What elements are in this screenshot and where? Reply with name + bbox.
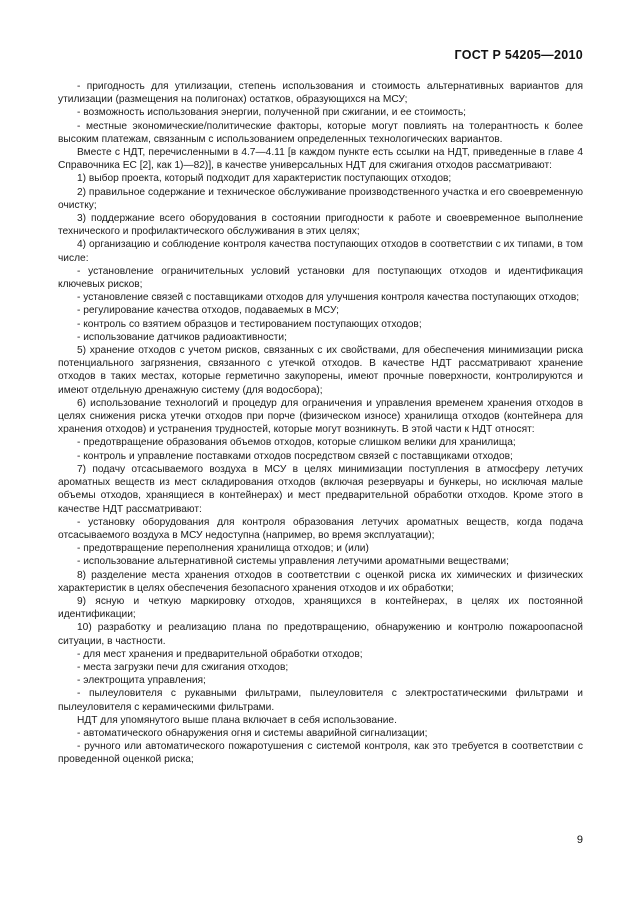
paragraph: - использование альтернативной системы управления летучими ароматными веществами;	[77, 556, 509, 568]
paragraph: - предотвращение образования объемов отходов, которые слишком велики для хранилища;	[77, 437, 516, 449]
paragraph: 2) правильное содержание и техническое обслуживание производственного участка и его своевременную очистку;	[58, 186, 583, 211]
paragraph: - предотвращение переполнения хранилища отходов; и (или)	[77, 543, 369, 555]
page-number: 9	[576, 834, 583, 846]
paragraph: - для мест хранения и предварительной обработки отходов;	[77, 648, 363, 660]
paragraph: 6) использование технологий и процедур для ограничения и управления временем хранения отходов в целях снижения риска утечки отходов при порче (физическом износе) хранилища отходов (контейнера для хранения отходов) и устранения трудностей, которые могут возникнуть. В этой части к НДТ относят:	[58, 397, 583, 436]
page-header-standard-id: ГОСТ Р 54205—2010	[454, 48, 583, 62]
paragraph: 8) разделение места хранения отходов в соответствии с оценкой риска их химических и физических характеристик в целях обеспечения безопасного хранения отходов и их обработки;	[58, 569, 583, 594]
paragraph: НДТ для упомянутого выше плана включает в себя использование.	[77, 714, 397, 726]
paragraph: - контроль со взятием образцов и тестированием поступающих отходов;	[77, 318, 422, 330]
paragraph: - автоматического обнаружения огня и системы аварийной сигнализации;	[77, 727, 428, 739]
paragraph: 10) разработку и реализацию плана по предотвращению, обнаружению и контролю пожароопасной ситуации, в частности.	[58, 622, 583, 647]
paragraph: - электрощита управления;	[77, 675, 206, 687]
paragraph: 7) подачу отсасываемого воздуха в МСУ в целях минимизации поступления в атмосферу летучих ароматных веществ из мест складирования отходов (включая резервуары и бункеры, но исключая малые объемы отходов, хранящиеся в контейнерах) и мест предварительной обработки отходов. Кроме этого в качестве НДТ рассматривают:	[58, 463, 583, 515]
paragraph: - возможность использования энергии, полученной при сжигании, и ее стоимость;	[77, 107, 466, 119]
paragraph: - регулирование качества отходов, подаваемых в МСУ;	[77, 305, 340, 317]
paragraph: - установку оборудования для контроля образования летучих ароматных веществ, когда подача отсасываемого воздуха в МСУ недоступна (например, во время эксплуатации);	[58, 516, 583, 541]
paragraph: - местные экономические/политические факторы, которые могут повлиять на толерантность к более высоким платежам, связанным с использованием определенных технологических вариантов.	[58, 120, 583, 145]
document-body	[58, 80, 583, 767]
paragraph: 5) хранение отходов с учетом рисков, связанных с их свойствами, для обеспечения минимизации риска потенциального загрязнения, связанного с утечкой отходов. В качестве НДТ рассматривают хранение отходов в таких местах, которые герметично закупорены, имеют прочные поверхности, контролируются и имеют отдельную дренажную систему (для водосбора);	[58, 345, 583, 396]
paragraph: 3) поддержание всего оборудования в состоянии пригодности к работе и своевременное выполнение технического и профилактического обслуживания в этих целях;	[58, 213, 583, 238]
paragraph: - ручного или автоматического пожаротушения с системой контроля, как это требуется в соответствии с проведенной оценкой риска;	[58, 741, 583, 766]
paragraph: - места загрузки печи для сжигания отходов;	[77, 661, 289, 673]
paragraph: - установление ограничительных условий установки для поступающих отходов и идентификация ключевых рисков;	[58, 265, 583, 291]
paragraph: 4) организацию и соблюдение контроля качества поступающих отходов в соответствии с их типами, в том числе:	[58, 239, 583, 264]
paragraph: - контроль и управление поставками отходов посредством связей с поставщиками отходов;	[77, 450, 513, 462]
paragraph: 9) ясную и четкую маркировку отходов, хранящихся в контейнерах, в целях их постоянной идентификации;	[58, 595, 583, 621]
paragraph: Вместе с НДТ, перечисленными в 4.7—4.11 [в каждом пункте есть ссылки на НДТ, приведенные в главе 4 Справочника ЕС [2], как 1)—82)], в качестве универсальных НДТ для сжигания отходов рассматривают:	[58, 147, 583, 172]
paragraph: 1) выбор проекта, который подходит для характеристик поступающих отходов;	[77, 173, 452, 185]
paragraph: - использование датчиков радиоактивности;	[77, 331, 287, 343]
paragraph: - пылеуловителя с рукавными фильтрами, пылеуловителя с электростатическими фильтрами и пылеуловителя с керамическими фильтрами.	[58, 688, 583, 713]
paragraph: - пригодность для утилизации, степень использования и стоимость альтернативных вариантов для утилизации (размещения на полигонах) остатков, образующихся на МСУ;	[58, 81, 583, 106]
paragraph: - установление связей с поставщиками отходов для улучшения контроля качества поступающих отходов;	[77, 292, 580, 304]
